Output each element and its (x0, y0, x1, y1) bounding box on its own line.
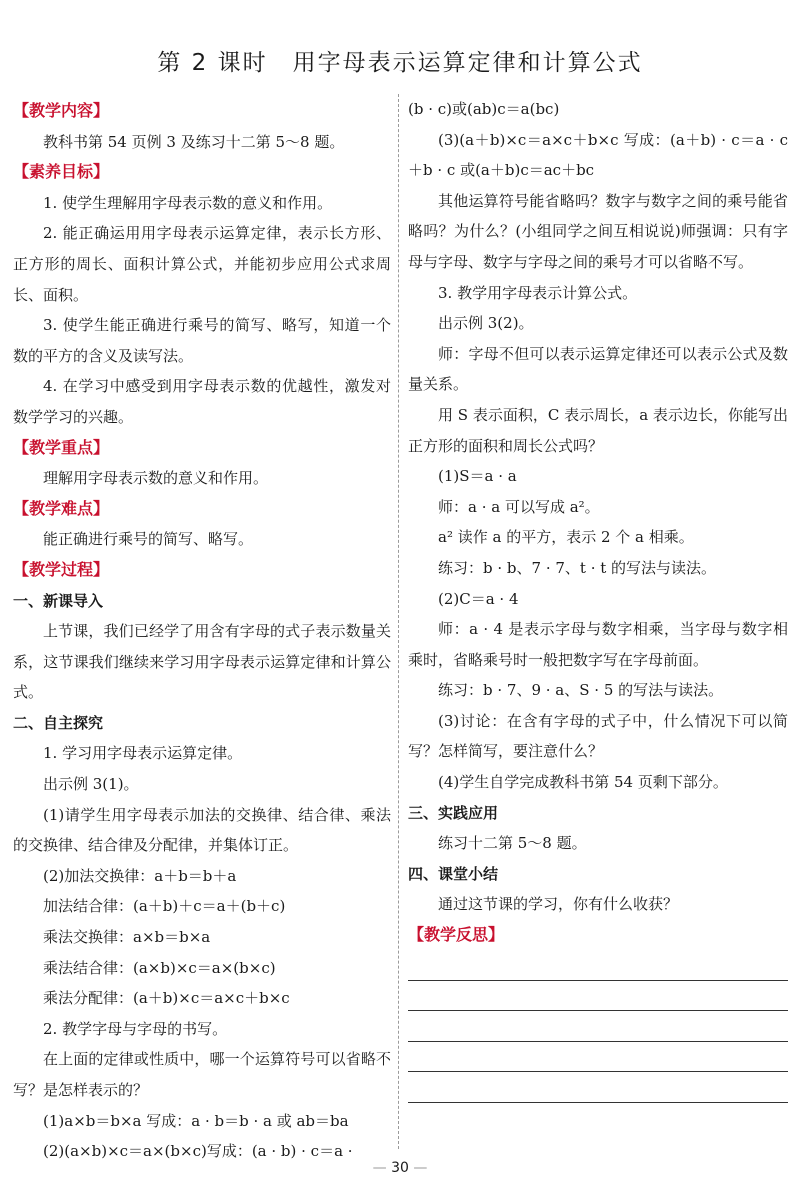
formula-line: (b · c)或(ab)c＝a(bc) (408, 100, 560, 118)
section-head-reflection: 【教学反思】 (408, 925, 505, 945)
paragraph: 师：字母不但可以表示运算定律还可以表示公式及数量关系。 (408, 344, 788, 394)
paragraph: (1)请学生用字母表示加法的交换律、结合律、乘法的交换律、结合律及分配律，并集体订正。 (13, 805, 391, 855)
writing-line[interactable] (408, 1042, 788, 1072)
column-divider (398, 94, 399, 1149)
part-heading: 一、新课导入 (13, 591, 104, 610)
paragraph: 其他运算符号能省略吗？数字与数字之间的乘号能省略吗？为什么？(小组同学之间互相说说)师强调：只有字母与字母、数字与字母之间的乘号才可以省略不写。 (408, 191, 788, 271)
section-head-goals: 【素养目标】 (13, 162, 110, 182)
formula-line: 乘法交换律：a×b＝b×a (43, 928, 211, 947)
key-text: 理解用字母表示数的意义和作用。 (43, 469, 269, 488)
paragraph: 通过这节课的学习，你有什么收获？ (438, 895, 679, 914)
section-head-process: 【教学过程】 (13, 559, 110, 579)
paragraph: a² 读作 a 的平方，表示 2 个 a 相乘。 (438, 528, 694, 547)
paragraph: 师：a · a 可以写成 a²。 (438, 497, 600, 516)
part-heading: 四、课堂小结 (408, 864, 499, 883)
part-heading: 三、实践应用 (408, 803, 499, 822)
goal-item: 1. 使学生理解用字母表示数的意义和作用。 (43, 193, 333, 212)
writing-line[interactable] (408, 1011, 788, 1041)
page-title: 第 2 课时 用字母表示运算定律和计算公式 (157, 50, 643, 76)
section-head-content: 【教学内容】 (13, 101, 110, 120)
paragraph: 师：a · 4 是表示字母与数字相乘，当字母与数字相乘时，省略乘号时一般把数字写在字母前面。 (408, 620, 788, 669)
paragraph: 出示例 3(1)。 (43, 775, 139, 794)
paragraph: 在上面的定律或性质中，哪一个运算符号可以省略不写？是怎样表示的？ (13, 1050, 391, 1099)
paragraph: (4)学生自学完成教科书第 54 页剩下部分。 (438, 773, 728, 792)
difficulty-text: 能正确进行乘号的简写、略写。 (43, 530, 254, 549)
paragraph: 出示例 3(2)。 (438, 314, 534, 333)
goal-item: 2. 能正确运用用字母表示运算定律，表示长方形、正方形的周长、面积计算公式，并能初步应用公式求周长、面积。 (13, 224, 391, 304)
formula-line: 乘法分配律：(a＋b)×c＝a×c＋b×c (43, 989, 290, 1008)
goal-item: 4. 在学习中感受到用字母表示数的优越性，激发对数学学习的兴趣。 (13, 377, 391, 426)
formula-line: (3)(a＋b)×c＝a×c＋b×c 写成：(a＋b) · c＝a · c＋b · c 或(a＋b)c＝ac＋bc (408, 130, 788, 180)
page-number (0, 1160, 800, 1176)
formula-line: (1)a×b＝b×a 写成：a · b＝b · a 或 ab＝ba (43, 1111, 349, 1130)
paragraph: 上节课，我们已经学了用含有字母的式子表示数量关系，这节课我们继续来学习用字母表示运算定律和计算公式。 (13, 622, 391, 702)
section-head-key: 【教学重点】 (13, 437, 110, 457)
paragraph: 练习：b · 7、9 · a、S · 5 的写法与读法。 (438, 681, 724, 700)
paragraph: 2. 教学字母与字母的书写。 (43, 1019, 228, 1038)
content-text: 教科书第 54 页例 3 及练习十二第 5～8 题。 (43, 132, 345, 151)
paragraph: 1. 学习用字母表示运算定律。 (43, 744, 243, 763)
left-column (13, 96, 391, 1167)
writing-line[interactable] (408, 981, 788, 1011)
formula-line: (2)(a×b)×c＝a×(b×c)写成：(a · b) · c＝a · (43, 1142, 353, 1161)
formula-line: 加法结合律：(a＋b)＋c＝a＋(b＋c) (43, 897, 286, 916)
goal-item: 3. 使学生能正确进行乘号的简写、略写，知道一个数的平方的含义及读写法。 (13, 316, 391, 365)
part-heading: 二、自主探究 (13, 713, 104, 732)
writing-line[interactable] (408, 951, 788, 981)
section-head-difficulty: 【教学难点】 (13, 498, 110, 518)
reflection-lines (408, 951, 788, 1103)
page-number-dash-right: — (413, 1160, 428, 1176)
paragraph: 3. 教学用字母表示计算公式。 (438, 283, 638, 302)
page-number-value: 30 (391, 1160, 409, 1176)
page-number-dash-left: — (372, 1160, 387, 1176)
formula-line: (2)C＝a · 4 (438, 589, 519, 608)
paragraph: 用 S 表示面积，C 表示周长，a 表示边长，你能写出正方形的面积和周长公式吗？ (408, 405, 788, 455)
paragraph: 练习十二第 5～8 题。 (438, 834, 587, 853)
formula-line: (1)S＝a · a (438, 467, 517, 486)
formula-line: 乘法结合律：(a×b)×c＝a×(b×c) (43, 958, 276, 977)
writing-line[interactable] (408, 1072, 788, 1102)
right-column (408, 94, 788, 1103)
formula-line: (2)加法交换律：a＋b＝b＋a (43, 866, 237, 885)
paragraph: (3)讨论：在含有字母的式子中，什么情况下可以简写？怎样简写，要注意什么？ (408, 711, 788, 761)
paragraph: 练习：b · b、7 · 7、t · t 的写法与读法。 (438, 558, 717, 577)
